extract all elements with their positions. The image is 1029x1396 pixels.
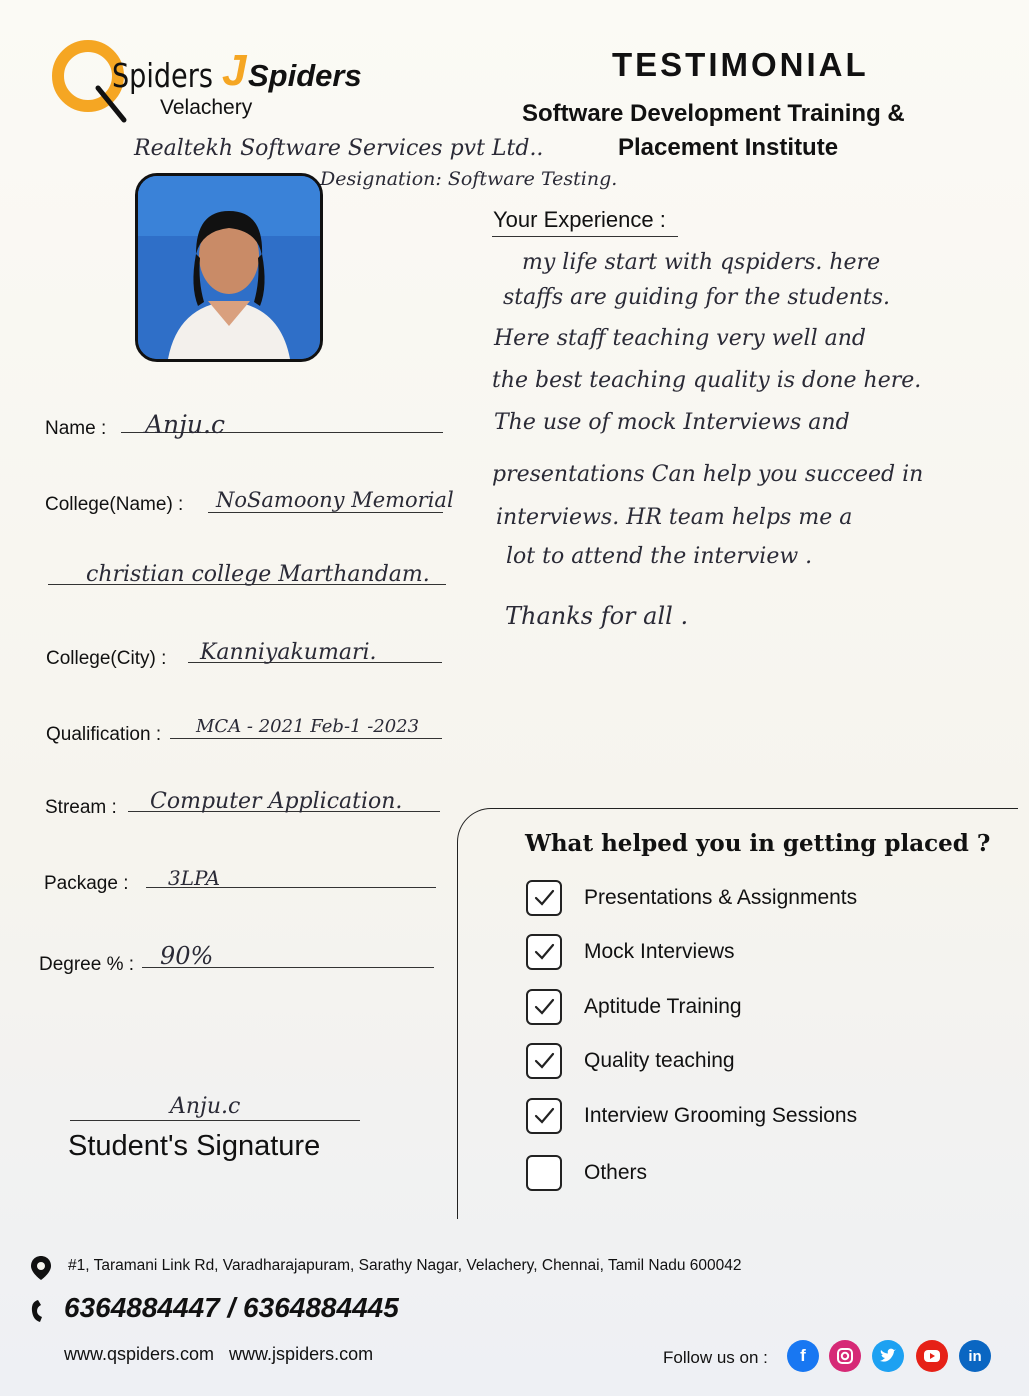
phone-numbers[interactable]: 6364884447 / 6364884445 bbox=[64, 1292, 399, 1323]
option-label: Interview Grooming Sessions bbox=[584, 1104, 858, 1127]
college-city-label: College(City) : bbox=[46, 648, 167, 669]
company-note: Realtekh Software Services pvt Ltd.. bbox=[134, 136, 544, 161]
signature-value: Anju.c bbox=[170, 1094, 241, 1119]
college-city-value: Kanniyakumari. bbox=[200, 640, 377, 665]
option-label: Mock Interviews bbox=[584, 940, 735, 963]
address: #1, Taramani Link Rd, Varadharajapuram, Sarathy Nagar, Velachery, Chennai, Tamil Nadu 600042 bbox=[68, 1257, 742, 1274]
signature-label: Student's Signature bbox=[68, 1130, 321, 1162]
experience-line: lot to attend the interview . bbox=[506, 544, 813, 569]
student-photo-frame bbox=[135, 173, 323, 362]
name-value: Anju.c bbox=[145, 410, 225, 439]
experience-line: interviews. HR team helps me a bbox=[496, 505, 853, 530]
websites[interactable]: www.qspiders.com www.jspiders.com bbox=[64, 1344, 374, 1364]
jspiders-name: Spiders bbox=[248, 58, 362, 93]
package-value: 3LPA bbox=[168, 866, 221, 890]
college-name-line bbox=[208, 512, 443, 513]
option-label: Presentations & Assignments bbox=[584, 886, 858, 909]
facebook-icon[interactable]: f bbox=[787, 1340, 819, 1372]
college-name-value-2: christian college Marthandam. bbox=[86, 562, 430, 587]
experience-line: the best teaching quality is done here. bbox=[492, 368, 922, 393]
experience-line: Here staff teaching very well and bbox=[494, 326, 866, 351]
college-name-value-1: NoSamoony Memorial bbox=[216, 488, 454, 512]
experience-line: Thanks for all . bbox=[505, 602, 689, 630]
checkbox[interactable] bbox=[526, 989, 562, 1025]
package-label: Package : bbox=[44, 873, 129, 894]
checkbox[interactable] bbox=[526, 934, 562, 970]
checkbox[interactable] bbox=[526, 1043, 562, 1079]
qualification-label: Qualification : bbox=[46, 724, 162, 745]
follow-label: Follow us on : bbox=[663, 1348, 768, 1367]
linkedin-icon[interactable]: in bbox=[959, 1340, 991, 1372]
jspiders-j-mark: J bbox=[222, 46, 247, 95]
option-others[interactable] bbox=[526, 1153, 647, 1193]
signature-line bbox=[70, 1120, 360, 1121]
degree-label: Degree % : bbox=[39, 954, 135, 975]
checkbox[interactable] bbox=[526, 880, 562, 916]
experience-heading-underline bbox=[492, 236, 678, 237]
option-label: Quality teaching bbox=[584, 1049, 735, 1072]
option-label: Aptitude Training bbox=[584, 995, 742, 1018]
experience-line: The use of mock Interviews and bbox=[494, 410, 850, 435]
qspiders-name: Spiders bbox=[112, 56, 213, 95]
helped-heading: What helped you in getting placed ? bbox=[525, 830, 991, 857]
experience-line: my life start with qspiders. here bbox=[522, 250, 881, 275]
option-presentations[interactable] bbox=[526, 878, 857, 918]
page-subtitle-line1: Software Development Training & bbox=[522, 100, 905, 127]
page-title: TESTIMONIAL bbox=[612, 46, 869, 83]
experience-line: presentations Can help you succeed in bbox=[492, 462, 924, 487]
page-subtitle-line2: Placement Institute bbox=[618, 134, 839, 161]
location-icon bbox=[30, 1255, 52, 1286]
phone-icon bbox=[30, 1298, 50, 1329]
option-aptitude[interactable] bbox=[526, 987, 742, 1027]
checkbox[interactable] bbox=[526, 1155, 562, 1191]
designation-note: Designation: Software Testing. bbox=[320, 168, 618, 190]
option-quality-teaching[interactable] bbox=[526, 1041, 735, 1081]
qualification-line bbox=[170, 738, 442, 739]
option-mock-interviews[interactable] bbox=[526, 932, 735, 972]
stream-value: Computer Application. bbox=[150, 789, 403, 814]
branch-name: Velachery bbox=[160, 96, 253, 119]
student-photo bbox=[138, 176, 320, 359]
qualification-value: MCA - 2021 Feb-1 -2023 bbox=[196, 716, 420, 737]
option-grooming[interactable] bbox=[526, 1096, 857, 1136]
experience-line: staffs are guiding for the students. bbox=[503, 285, 891, 310]
checkbox[interactable] bbox=[526, 1098, 562, 1134]
instagram-icon[interactable] bbox=[829, 1340, 861, 1372]
college-name-label: College(Name) : bbox=[45, 494, 184, 515]
option-label: Others bbox=[584, 1161, 648, 1184]
twitter-icon[interactable] bbox=[872, 1340, 904, 1372]
degree-value: 90% bbox=[160, 942, 214, 970]
experience-heading: Your Experience : bbox=[493, 207, 666, 232]
youtube-icon[interactable] bbox=[916, 1340, 948, 1372]
name-label: Name : bbox=[45, 418, 107, 439]
stream-label: Stream : bbox=[45, 797, 117, 818]
